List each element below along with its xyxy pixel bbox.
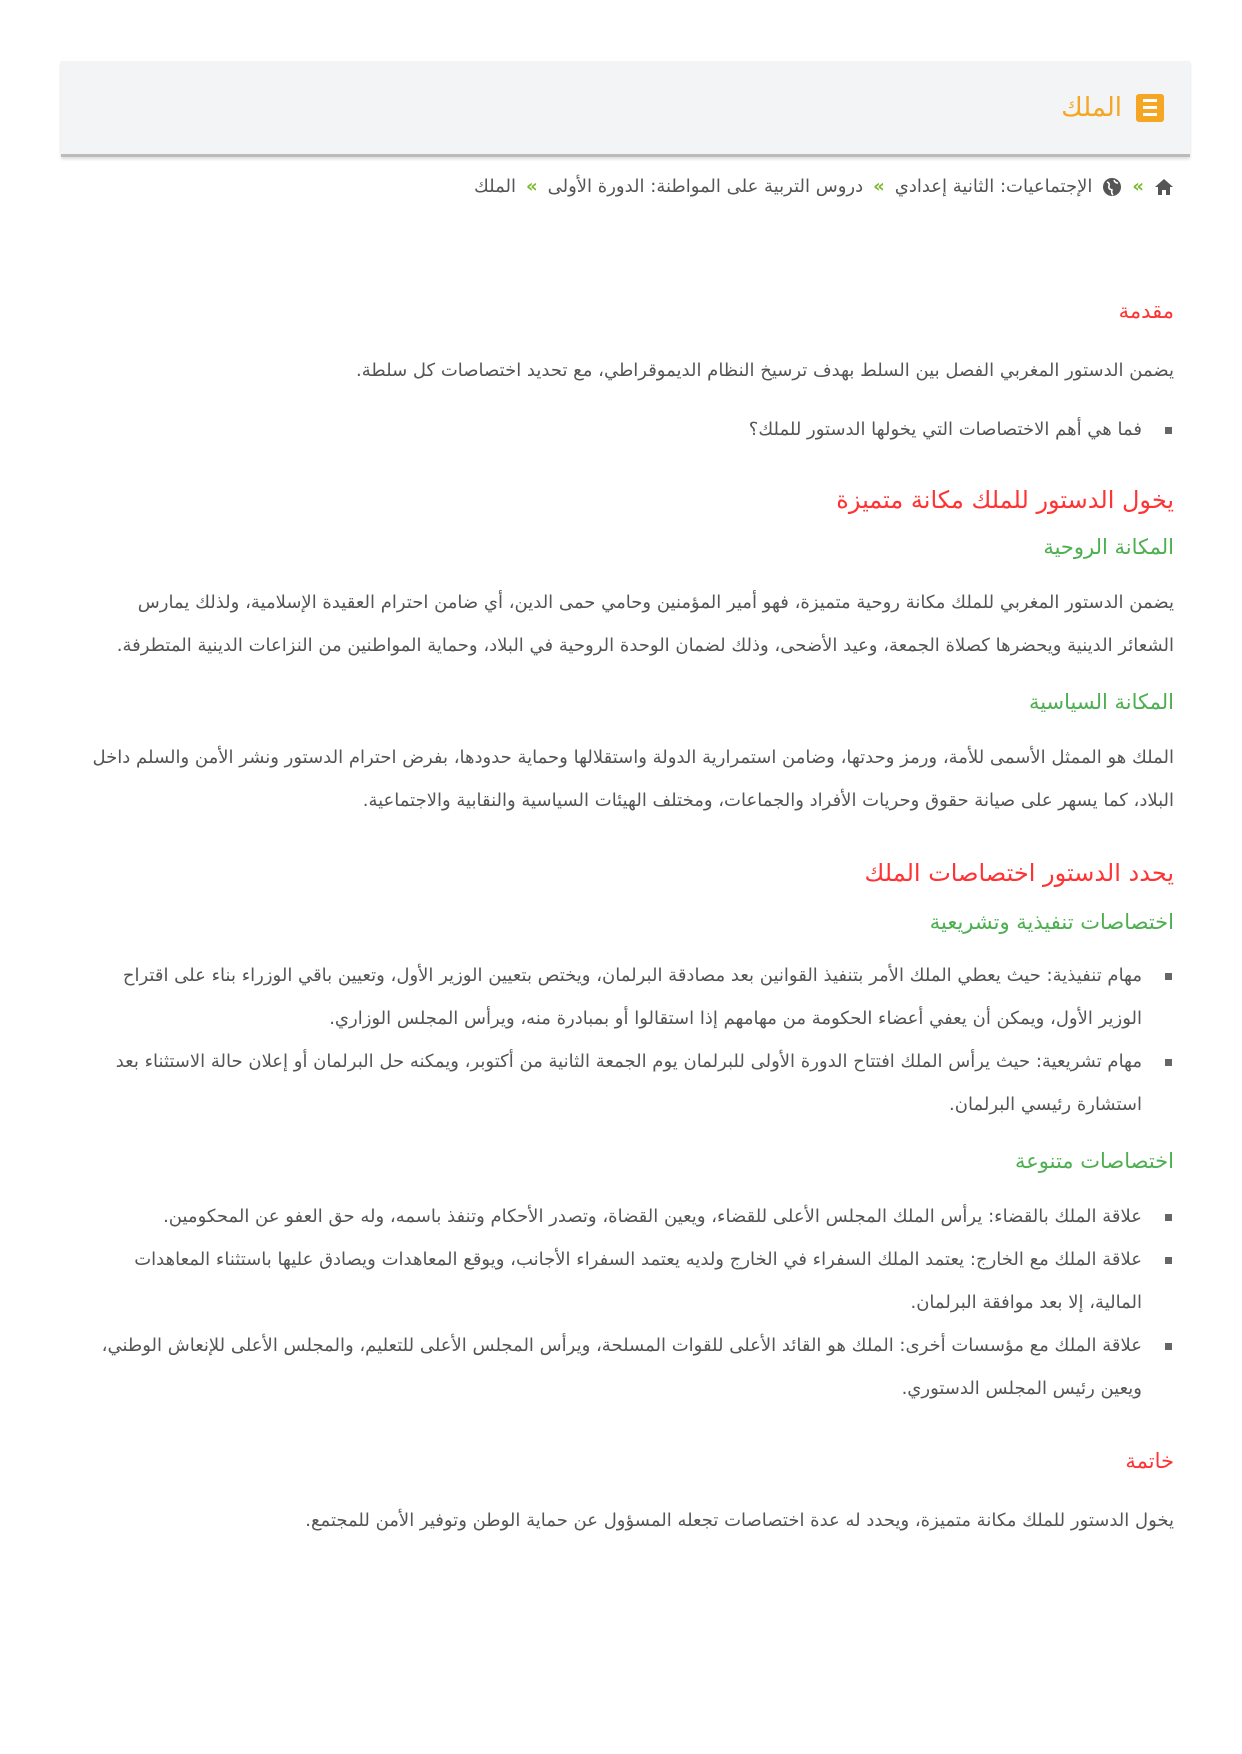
intro-question: فما هي أهم الاختصاصات التي يخولها الدستور للملك؟ bbox=[80, 408, 1142, 451]
breadcrumb-link-social-studies[interactable]: الإجتماعيات: الثانية إعدادي bbox=[894, 176, 1093, 197]
globe-icon bbox=[1102, 177, 1122, 197]
list-item: علاقة الملك بالقضاء: يرأس الملك المجلس الأعلى للقضاء، ويعين القضاة، وتصدر الأحكام وتنفذ باسمه، وله حق العفو عن المحكومين. bbox=[80, 1195, 1142, 1238]
document-icon bbox=[1136, 94, 1164, 122]
page-header bbox=[61, 61, 1190, 157]
list-item: علاقة الملك مع مؤسسات أخرى: الملك هو القائد الأعلى للقوات المسلحة، ويرأس المجلس الأعلى للتعليم، والمجلس الأعلى للإنعاش الوطني، ويعين رئيس المجلس الدستوري. bbox=[80, 1324, 1142, 1410]
list-item: مهام تنفيذية: حيث يعطي الملك الأمر بتنفيذ القوانين بعد مصادقة البرلمان، ويختص بتعيين الوزير الأول، وتعيين باقي الوزراء بناء على اقتراح الوزير الأول، ويمكن أن يعفي أعضاء الحكومة من مهامهم إذا استقالوا أو بمبادرة منه، ويرأس المجلس الوزاري. bbox=[80, 954, 1142, 1040]
intro-text: يضمن الدستور المغربي الفصل بين السلط بهدف ترسيخ النظام الديموقراطي، مع تحديد اختصاصات كل سلطة. bbox=[356, 360, 1174, 381]
conclusion-text: يخول الدستور للملك مكانة متميزة، ويحدد له عدة اختصاصات تجعله المسؤول عن حماية الوطن وتوفير الأمن للمجتمع. bbox=[305, 1510, 1174, 1531]
exec-legis-heading: اختصاصات تنفيذية وتشريعية bbox=[929, 910, 1174, 934]
home-icon[interactable] bbox=[1154, 178, 1174, 196]
breadcrumb-separator: » bbox=[873, 176, 885, 197]
breadcrumb-link-citizenship[interactable]: دروس التربية على المواطنة: الدورة الأولى bbox=[547, 176, 864, 197]
political-heading: المكانة السياسية bbox=[1028, 690, 1174, 714]
list-item: مهام تشريعية: حيث يرأس الملك افتتاح الدورة الأولى للبرلمان يوم الجمعة الثانية من أكتوبر، ويمكنه حل البرلمان أو إعلان حالة الاستثناء بعد استشارة رئيسي البرلمان. bbox=[80, 1040, 1142, 1126]
section2-heading: يحدد الدستور اختصاصات الملك bbox=[864, 859, 1174, 887]
list-item: علاقة الملك مع الخارج: يعتمد الملك السفراء في الخارج ولديه يعتمد السفراء الأجانب، ويوقع المعاهدات ويصادق عليها باستثناء المعاهدات المالية، إلا بعد موافقة البرلمان. bbox=[80, 1238, 1142, 1324]
political-text: الملك هو الممثل الأسمى للأمة، ورمز وحدتها، وضامن استمرارية الدولة واستقلالها وحماية حدودها، بفرض احترام الدستور ونشر الأمن والسلم داخل البلاد، كما يسهر على صيانة حقوق وحريات الأفراد والجماعات، ومختلف الهيئات السياسية والنقابية والاجتماعية. bbox=[92, 747, 1174, 811]
breadcrumb-current: الملك bbox=[473, 176, 516, 197]
article-content bbox=[80, 290, 1174, 1542]
page-title: الملك bbox=[1061, 92, 1122, 123]
spiritual-text: يضمن الدستور المغربي للملك مكانة روحية متميزة، فهو أمير المؤمنين وحامي حمى الدين، أي ضامن احترام العقيدة الإسلامية، ولذلك يمارس الشعائر الدينية ويحضرها كصلاة الجمعة، وعيد الأضحى، وذلك لضمان الوحدة الروحية في البلاد، وحماية المواطنين من النزاعات الدينية المتطرفة. bbox=[116, 592, 1174, 656]
breadcrumb bbox=[474, 176, 1174, 197]
breadcrumb-separator: » bbox=[525, 176, 538, 197]
section1-heading: يخول الدستور للملك مكانة متميزة bbox=[836, 486, 1174, 514]
conclusion-heading: خاتمة bbox=[1125, 1449, 1174, 1473]
various-heading: اختصاصات متنوعة bbox=[1015, 1149, 1174, 1173]
spiritual-heading: المكانة الروحية bbox=[1043, 535, 1174, 559]
breadcrumb-separator: » bbox=[1132, 176, 1144, 197]
intro-heading: مقدمة bbox=[1118, 299, 1174, 323]
